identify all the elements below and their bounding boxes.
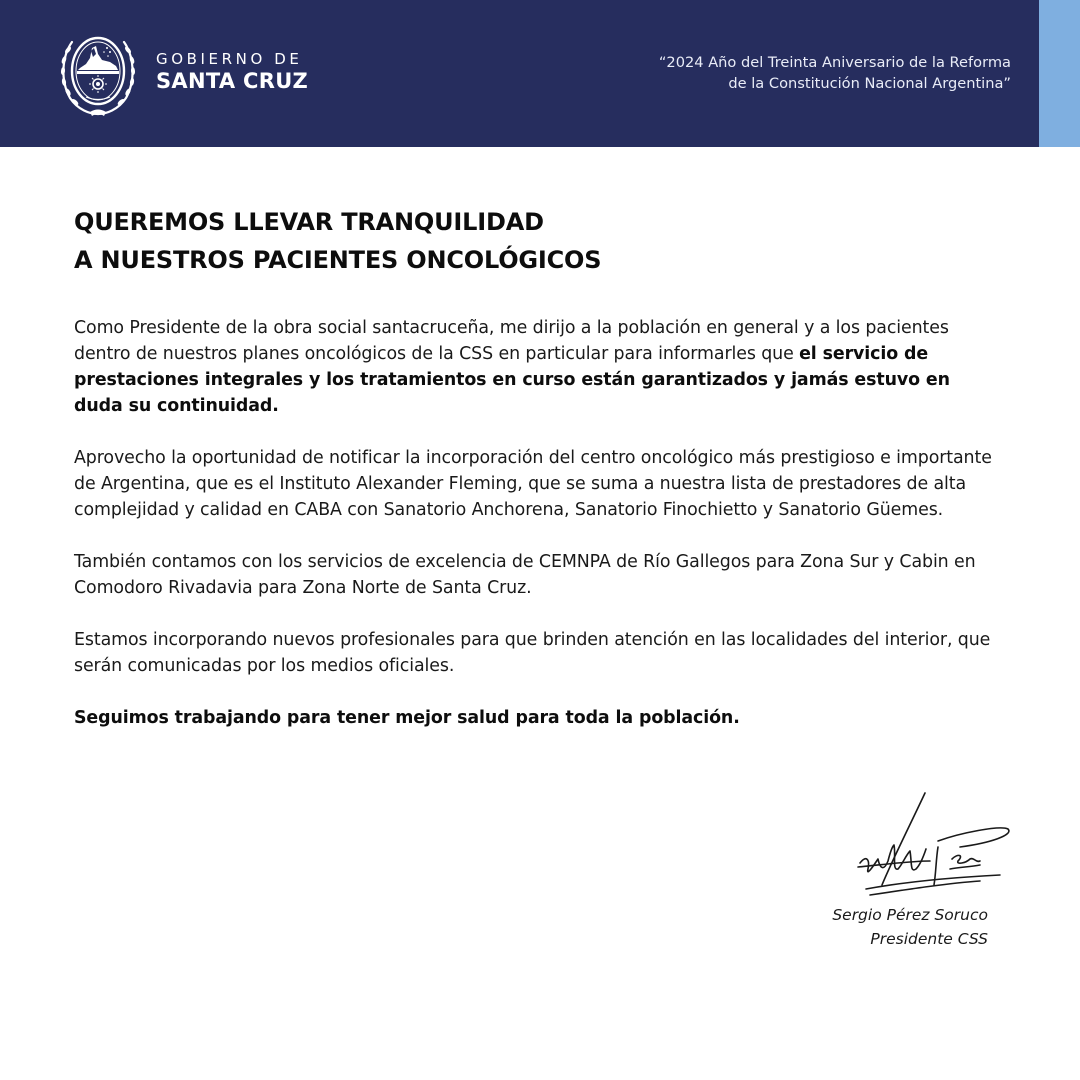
header-banner: [0, 0, 1080, 147]
paragraph-guarantee-emphasis: el servicio de prestaciones integrales y los tratamientos en curso están garantizados y jamás estuvo en duda su continuidad.: [74, 344, 950, 416]
paragraph-new-professionals: Estamos incorporando nuevos profesionales para que brinden atención en las localidades del interior, que serán comunicadas por los medios oficiales.: [74, 630, 991, 676]
government-brand: [156, 50, 308, 92]
paragraph-guarantee-text: Como Presidente de la obra social santacruceña, me dirijo a la población en general y a los pacientes dentro de nuestros planes oncológicos de la CSS en particular para informarles que: [74, 318, 949, 364]
statement-body: [74, 203, 1004, 731]
motto-line-2: de la Constitución Nacional Argentina”: [728, 75, 1011, 92]
closing-statement: Seguimos trabajando para tener mejor salud para toda la población.: [74, 708, 740, 728]
paragraph-guarantee: [74, 315, 1004, 419]
title-line-1: QUEREMOS LLEVAR TRANQUILIDAD: [74, 208, 544, 236]
signer-name: Sergio Pérez Soruco: [832, 906, 988, 924]
year-motto: [491, 52, 1011, 94]
motto-line-1: “2024 Año del Treinta Aniversario de la Reforma: [658, 54, 1011, 71]
header-accent-stripe: [1039, 0, 1080, 147]
handwritten-signature: [830, 785, 1020, 905]
paragraph-new-provider: Aprovecho la oportunidad de notificar la incorporación del centro oncológico más prestigioso e importante de Argentina, que es el Instituto Alexander Fleming, que se suma a nuestra lista de prestadores de alta complejidad y calidad en CABA con Sanatorio Anchorena, Sanatorio Finochietto y Sanatorio Güemes.: [74, 448, 992, 520]
brand-bottom-text: SANTA CRUZ: [156, 69, 309, 93]
signer-role: Presidente CSS: [870, 930, 988, 948]
brand-top-text: GOBIERNO DE: [156, 50, 303, 68]
paragraph-regional-services: También contamos con los servicios de excelencia de CEMNPA de Río Gallegos para Zona Sur y Cabin en Comodoro Rivadavia para Zona Norte de Santa Cruz.: [74, 552, 976, 598]
title-line-2: A NUESTROS PACIENTES ONCOLÓGICOS: [74, 246, 602, 274]
signer-block: [832, 903, 988, 951]
page-title: [74, 203, 1004, 279]
provincial-coat-of-arms-icon: [58, 24, 138, 120]
